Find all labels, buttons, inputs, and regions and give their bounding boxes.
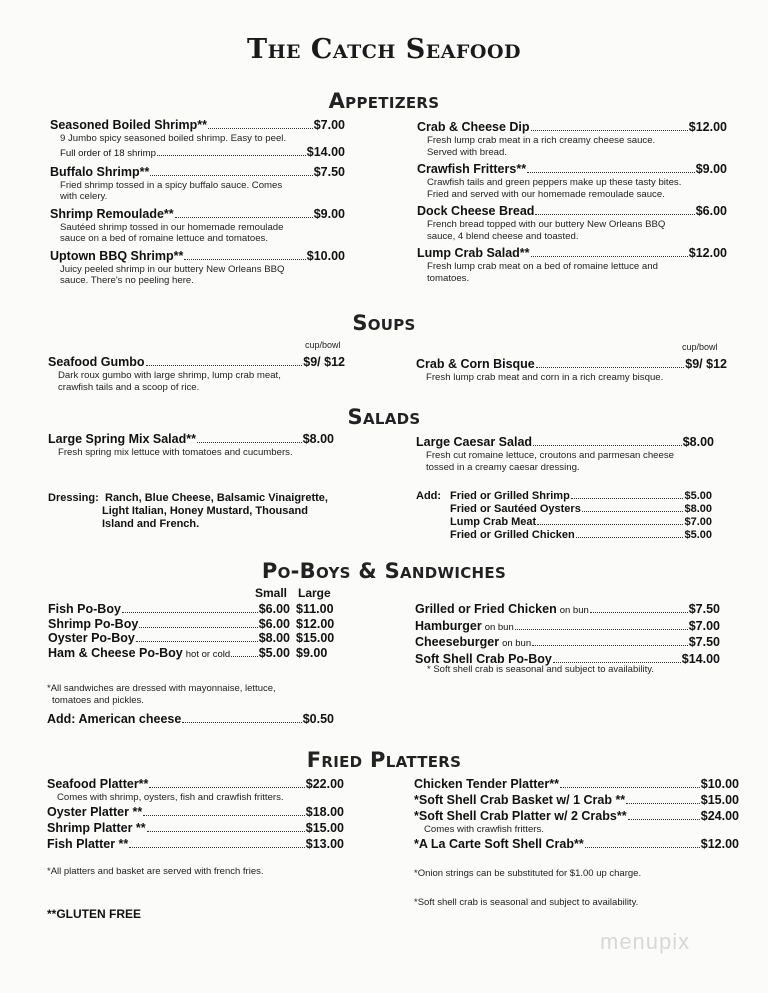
menu-item [47,820,344,836]
soups-right-column [416,356,727,389]
menu-item-row [47,820,344,836]
large-header: Large [298,586,331,600]
menu-item [417,245,727,284]
menu-item-row [47,711,334,727]
item-name: Lump Crab Salad** [417,246,530,260]
item-description: sauce, 4 blend cheese and toasted. [427,230,579,242]
item-name: Seasoned Boiled Shrimp** [50,118,207,132]
salads-left-column [48,431,334,464]
item-name: Shrimp Remoulade** [50,206,174,221]
onion-strings-note: *Onion strings can be substituted for $1.00 up charge. [414,868,642,879]
dot-leader [150,175,312,176]
dressing-line: Island and French. [102,518,200,530]
dot-leader [208,128,313,129]
dot-leader [527,172,695,173]
item-price: $5.00 [684,490,712,502]
item-name: Seafood Platter** [47,777,149,791]
menu-item-row [415,619,720,636]
size-label: cup/bowl [682,342,718,352]
dot-leader [531,130,688,131]
dot-leader [536,367,685,368]
item-description: Crawfish tails and green peppers make up these tasty bites. [427,177,682,188]
item-price: $15.00 [700,793,739,807]
menu-item [47,776,344,804]
item-description: Comes with crawfish fritters. [424,824,544,835]
dot-leader [184,259,305,260]
dot-leader [553,662,681,663]
item-name: *A La Carte Soft Shell Crab** [414,836,584,851]
item-price-large: $15.00 [296,631,335,645]
menu-item-row [450,516,712,529]
item-description: Fresh lump crab meat and corn in a rich creamy bisque. [426,372,664,383]
menu-item [50,117,345,161]
menu-item-row [48,431,334,447]
menu-item [48,631,340,646]
dot-leader [147,831,305,832]
menu-item-row [48,354,345,370]
note-line: tomatoes and pickles. [52,695,144,706]
dot-leader [129,847,304,848]
menu-item-row [50,248,345,264]
menu-item-row [414,808,739,824]
section-poboys: Po-Boys & Sandwiches [261,559,507,583]
small-header: Small [255,586,288,600]
item-price: $9/ $12 [303,355,345,369]
menu-item-row [50,145,345,161]
menu-item [415,602,720,619]
item-price: $7.50 [313,164,345,179]
item-name: Crab & Cheese Dip [417,120,530,134]
menu-item-row [414,836,739,852]
dressing-line: Light Italian, Honey Mustard, Thousand [102,505,308,517]
item-description: tomatoes. [427,272,470,284]
item-price: $10.00 [700,777,739,791]
item-name: Shrimp Po-Boy [48,616,139,631]
item-name: Add: American cheese [47,712,182,726]
item-price: $7.00 [313,118,345,132]
item-description: sauce on a bed of romaine lettuce and tomatoes. [60,233,268,244]
item-price: $9/ $12 [685,357,727,371]
item-name: Chicken Tender Platter** [414,777,559,791]
item-description: 9 Jumbo spicy seasoned boiled shrimp. Easy to peel. [60,133,287,144]
dressing-line: Ranch, Blue Cheese, Balsamic Vinaigrette, [105,492,328,504]
appetizers-left-column [50,117,345,290]
item-name: Fish Platter ** [47,836,129,851]
menu-item-row [50,164,345,180]
item-price: $9.00 [313,206,345,221]
dot-leader [582,511,684,512]
item-price: $0.50 [302,712,334,726]
item-name: Seafood Gumbo [48,355,145,369]
item-description: Comes with shrimp, oysters, fish and crawfish fritters. [57,792,284,803]
menu-item-row [414,792,739,808]
item-price: $12.00 [688,246,727,260]
item-name: Large Caesar Salad [416,435,533,449]
dot-leader [136,641,258,642]
dot-leader [560,787,700,788]
item-price: $12.00 [688,120,727,134]
item-name: Crawfish Fritters** [417,162,527,176]
item-description: Served with bread. [427,146,507,158]
item-price: $5.00 [684,529,712,541]
menu-item-row [50,206,345,222]
dot-leader [122,612,258,613]
menu-item [50,248,345,287]
section-soups: Soups [352,311,416,335]
item-note: on bun [559,605,589,616]
platters-right-column [414,776,739,852]
menu-item-row [48,617,340,632]
item-price: $22.00 [305,777,344,791]
item-price: $10.00 [306,248,345,263]
menu-item [50,206,345,245]
item-price: $14.00 [306,144,345,159]
item-note: on bun [484,621,514,633]
menu-item-row [47,836,344,852]
menu-item [414,808,739,836]
dot-leader [576,537,684,538]
item-description: Fresh lump crab meat on a bed of romaine lettuce and [427,261,658,272]
item-name: Fried or Grilled Shrimp [450,490,570,502]
poboys-right-column [415,602,720,666]
poboys-left-column [48,602,340,662]
add-label: Add: [416,490,442,502]
item-name: Large Spring Mix Salad** [48,432,196,446]
dot-leader [197,442,302,443]
item-price-small: $6.00 [258,616,290,631]
soups-left-column [48,354,345,398]
menu-item [50,164,345,203]
item-name: Fried or Grilled Chicken [450,529,575,541]
menu-item [450,503,712,516]
dot-leader [157,155,306,156]
menu-item-row [50,117,345,133]
item-price-large: $12.00 [296,616,335,631]
item-price: $7.00 [688,618,720,633]
dot-leader [535,214,694,215]
menu-item-row [417,245,727,261]
menu-item-row [48,646,340,663]
item-name: Fish Po-Boy [48,602,121,616]
item-description: French bread topped with our buttery New Orleans BBQ [427,219,666,230]
menu-item [416,434,714,473]
item-description: with celery. [60,191,108,202]
menu-item-row [414,776,739,792]
item-price: $18.00 [305,804,344,819]
salads-right-column [416,434,714,478]
dot-leader [571,498,684,499]
dot-leader [146,365,303,366]
item-description: Juicy peeled shrimp in our buttery New Orleans BBQ [60,263,285,275]
item-description: Fresh lump crab meat in a rich creamy cheese sauce. [427,135,656,146]
item-price: $7.50 [688,602,720,616]
menu-item-row [48,631,340,646]
sandwich-note [47,683,276,707]
item-name: Buffalo Shrimp** [50,164,150,179]
menu-item-row [416,434,714,450]
gluten-free-legend: **GLUTEN FREE [47,907,142,921]
menu-item-row [48,602,340,617]
dot-leader [143,815,305,816]
item-price-small: $8.00 [258,631,290,645]
item-description: Sautéed shrimp tossed in our homemade remoulade [60,221,284,233]
menu-item [48,646,340,663]
item-price-small: $5.00 [258,645,290,660]
item-price: $14.00 [681,651,720,666]
item-name: Crab & Corn Bisque [416,357,535,371]
item-price: $15.00 [305,820,344,835]
dot-leader [537,524,683,525]
item-price: $24.00 [700,809,739,823]
dot-leader [531,256,688,257]
item-name: Oyster Platter ** [47,804,143,819]
menu-item-row [47,804,344,820]
menu-item [417,119,727,158]
item-note: hot or cold [185,648,231,660]
menu-item [450,516,712,529]
menu-item-row [415,635,720,652]
item-name: Cheeseburger [415,635,500,649]
item-description: tossed in a creamy caesar dressing. [426,461,580,473]
menu-item [414,792,739,808]
item-name: Dock Cheese Bread [417,204,535,218]
menu-item [414,776,739,792]
menu-item-row [416,356,727,372]
soft-shell-note: *Soft shell crab is seasonal and subject to availability. [414,897,639,908]
menu-item-row [47,776,344,792]
menu-item [48,431,334,459]
menu-item-row [450,490,712,503]
american-cheese-add [47,711,334,727]
dot-leader [515,629,688,630]
menu-item-row [415,602,720,619]
menu-item-row [417,161,727,177]
dressing-label: Dressing: [48,492,99,504]
menu-item [416,356,727,384]
menu-item [450,490,712,503]
platters-note: *All platters and basket are served with french fries. [47,866,264,877]
menu-item [47,804,344,820]
item-price: $8.00 [684,503,712,515]
item-price: $9.00 [695,162,727,176]
item-name: Fried or Sautéed Oysters [450,503,581,515]
item-description: Fresh spring mix lettuce with tomatoes and cucumbers. [58,447,293,458]
item-name: Full order of 18 shrimp [60,147,156,159]
menu-item [48,617,340,632]
item-price: $13.00 [305,836,344,851]
soft-shell-note: * Soft shell crab is seasonal and subject to availability. [427,664,654,675]
item-name: Soft Shell Crab Po-Boy [415,651,552,666]
item-name: Grilled or Fried Chicken [415,602,557,616]
menu-item [417,161,727,200]
section-salads: Salads [347,405,421,429]
dot-leader [139,627,257,628]
note-line: *All sandwiches are dressed with mayonnaise, lettuce, [47,683,276,694]
platters-left-column [47,776,344,852]
menu-item [414,836,739,852]
item-price-large: $9.00 [296,645,328,660]
menu-item-row [417,203,727,219]
dot-leader [628,819,700,820]
dot-leader [231,656,258,657]
dot-leader [585,847,700,848]
item-name: *Soft Shell Crab Platter w/ 2 Crabs** [414,809,627,823]
restaurant-title: The Catch Seafood [246,34,522,65]
dot-leader [626,803,700,804]
menu-item [48,602,340,617]
dot-leader [533,445,682,446]
menu-item-row [417,119,727,135]
item-price-small: $6.00 [258,602,290,616]
dressing-list [48,492,368,531]
menu-item [48,354,345,393]
item-price-large: $11.00 [296,602,334,616]
item-price: $7.00 [684,516,712,528]
menu-item [450,529,712,542]
section-appetizers: Appetizers [328,89,440,113]
menu-item-row [450,503,712,516]
menu-item [47,711,334,727]
item-description: Fried and served with our homemade remoulade sauce. [427,188,665,200]
item-price: $6.00 [695,204,727,218]
item-price: $8.00 [682,435,714,449]
item-name: Lump Crab Meat [450,516,537,528]
dot-leader [590,612,688,613]
item-name: Oyster Po-Boy [48,631,135,645]
item-price: $8.00 [302,432,334,446]
item-name: Shrimp Platter ** [47,820,146,835]
item-description: Fried shrimp tossed in a spicy buffalo sauce. Comes [60,179,283,191]
item-description: sauce. There's no peeling here. [60,275,194,286]
dot-leader [175,217,313,218]
item-note: on bun [502,638,532,649]
item-name: *Soft Shell Crab Basket w/ 1 Crab ** [414,793,626,807]
dot-leader [532,645,688,646]
menu-item-row [450,529,712,542]
dot-leader [149,787,304,788]
item-name: Uptown BBQ Shrimp** [50,248,184,263]
item-price: $7.50 [688,635,720,649]
item-name: Ham & Cheese Po-Boy [48,645,183,660]
item-description: crawfish tails and a scoop of rice. [58,381,200,393]
menu-item [47,836,344,852]
item-description: Fresh cut romaine lettuce, croutons and parmesan cheese [426,450,674,461]
item-price: $12.00 [700,836,739,851]
menu-item [415,635,720,652]
size-label: cup/bowl [305,340,341,350]
watermark: menupix [600,929,691,954]
dot-leader [182,722,301,723]
menu-item [417,203,727,242]
appetizers-right-column [417,119,727,287]
section-fried-platters: Fried Platters [306,748,462,772]
menu-item [415,619,720,636]
item-name: Hamburger [415,618,482,633]
item-description: Dark roux gumbo with large shrimp, lump crab meat, [58,370,281,381]
